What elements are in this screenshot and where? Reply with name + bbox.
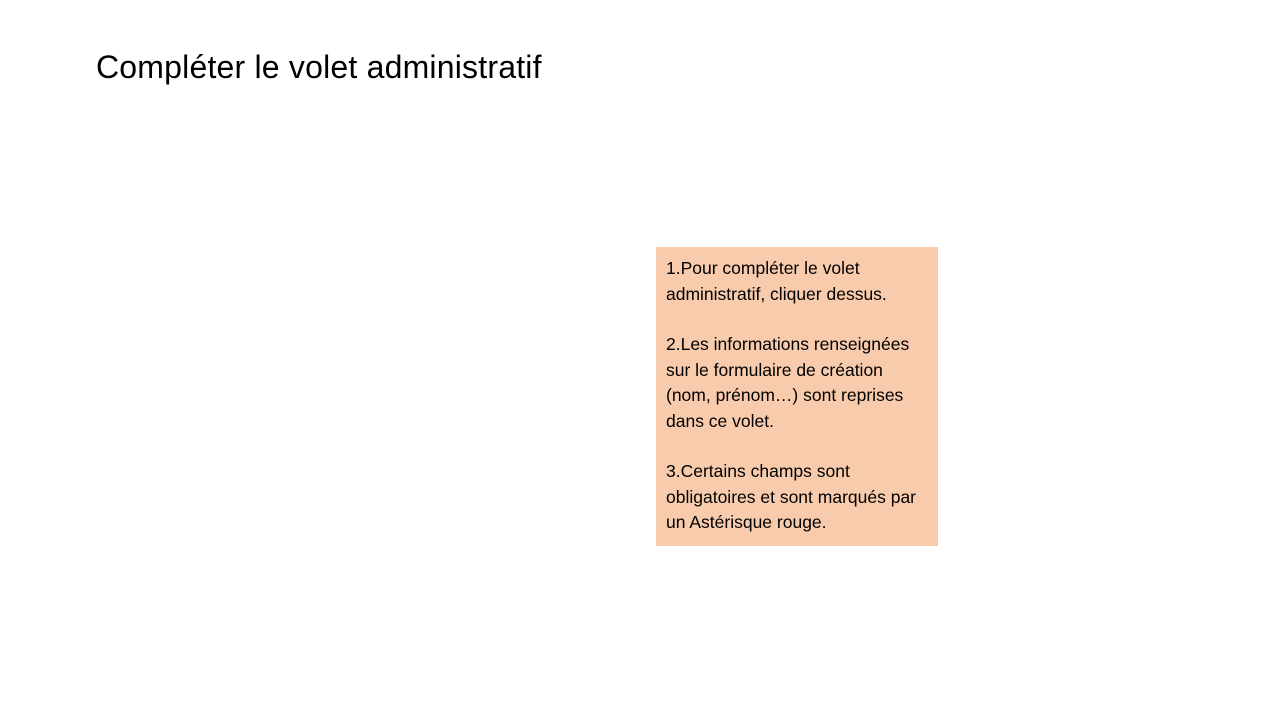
- instruction-step-1: 1.Pour compléter le volet administratif, cliquer dessus.: [666, 258, 887, 304]
- instruction-step-2: 2.Les informations renseignées sur le formulaire de création (nom, prénom…) sont reprises dans ce volet.: [666, 334, 915, 431]
- paragraph-spacer: [666, 434, 926, 459]
- instructions-callout: [656, 247, 938, 546]
- paragraph-spacer: [666, 307, 926, 332]
- instruction-step-3: 3.Certains champs sont obligatoires et sont marqués par un Astérisque rouge.: [666, 461, 921, 532]
- page-title: Compléter le volet administratif: [96, 49, 542, 85]
